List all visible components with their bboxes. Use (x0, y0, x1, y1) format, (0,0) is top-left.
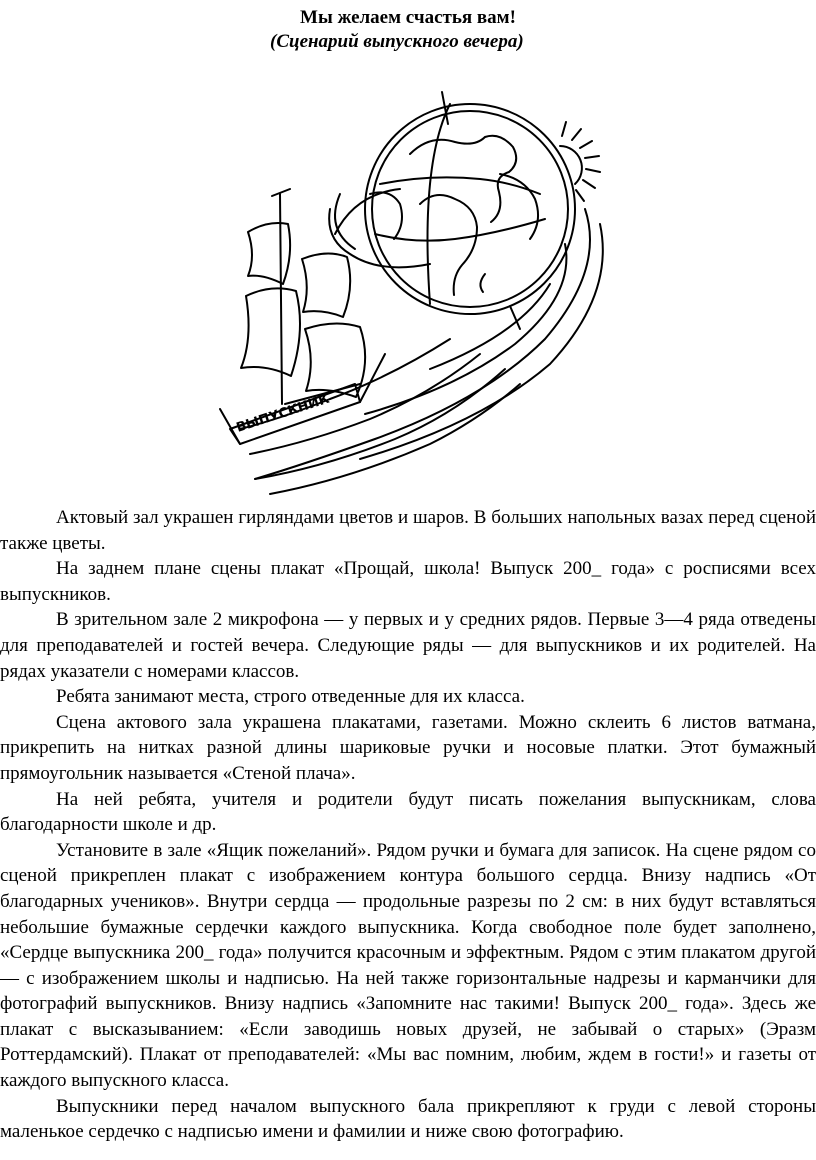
paragraph: Сцена актового зала украшена плакатами, газетами. Можно склеить 6 листов ватмана, прикрепить на нитках разной длины шариковые ручки и носовые платки. Этот бумажный прямоугольник называется «Стеной плача». (0, 711, 816, 784)
paragraph: На заднем плане сцены плакат «Прощай, школа! Выпуск 200_ года» с росписями всех выпускников. (0, 558, 816, 605)
paragraph: Ребята занимают места, строго отведенные для их класса. (56, 686, 525, 708)
paragraph: Актовый зал украшен гирляндами цветов и шаров. В больших напольных вазах перед сценой также цветы. (0, 507, 816, 554)
document-subtitle: (Сценарий выпускного вечера) (270, 31, 524, 52)
paragraph: Выпускники перед началом выпускного бала прикрепляют к груди с левой стороны маленькое сердечко с надписью имени и фамилии и ниже свою фотографию. (0, 1095, 816, 1143)
document-body (0, 505, 816, 1145)
document-title: Мы желаем счастья вам! (300, 7, 516, 28)
paragraph: Установите в зале «Ящик пожеланий». Рядом ручки и бумага для записок. На сцене рядом со сценой прикреплен плакат с изображением контура большого сердца. Внизу надпись «От благодарных учеников». Внутри сердца — продольные разрезы по 2 см: в них будут вставляться небольшие бумажные сердечки каждого выпускника. Когда свободное поле будет заполнено, «Сердце выпускника 200_ года» получится красочным и эффектным. Рядом с этим плакатом другой — с изображением школы и надписью. На ней также горизонтальные надрезы и карманчики для фотографий выпускников. Внизу надпись «Запомните нас такими! Выпуск 200_ года». Здесь же плакат с высказыванием: «Если заводишь новых друзей, не забывай о старых» (Эразм Роттердамский). Плакат от преподавателей: «Мы вас помним, любим, ждем в гости!» и газеты от каждого выпускного класса. (0, 839, 816, 1092)
paragraph: В зрительном зале 2 микрофона — у первых и у средних рядов. Первые 3—4 ряда отведены для преподавателей и гостей вечера. Следующие ряды — для выпускников и их родителей. На рядах указатели с номерами классов. (0, 609, 816, 682)
paragraph: На ней ребята, учителя и родители будут писать пожелания выпускникам, слова благодарности школе и др. (0, 788, 816, 836)
ship-label: ВЫПУСКНИК (234, 391, 332, 436)
globe-ship-illustration (210, 84, 630, 504)
swirl-trail-drawing (240, 189, 603, 494)
ship-drawing (220, 189, 385, 444)
